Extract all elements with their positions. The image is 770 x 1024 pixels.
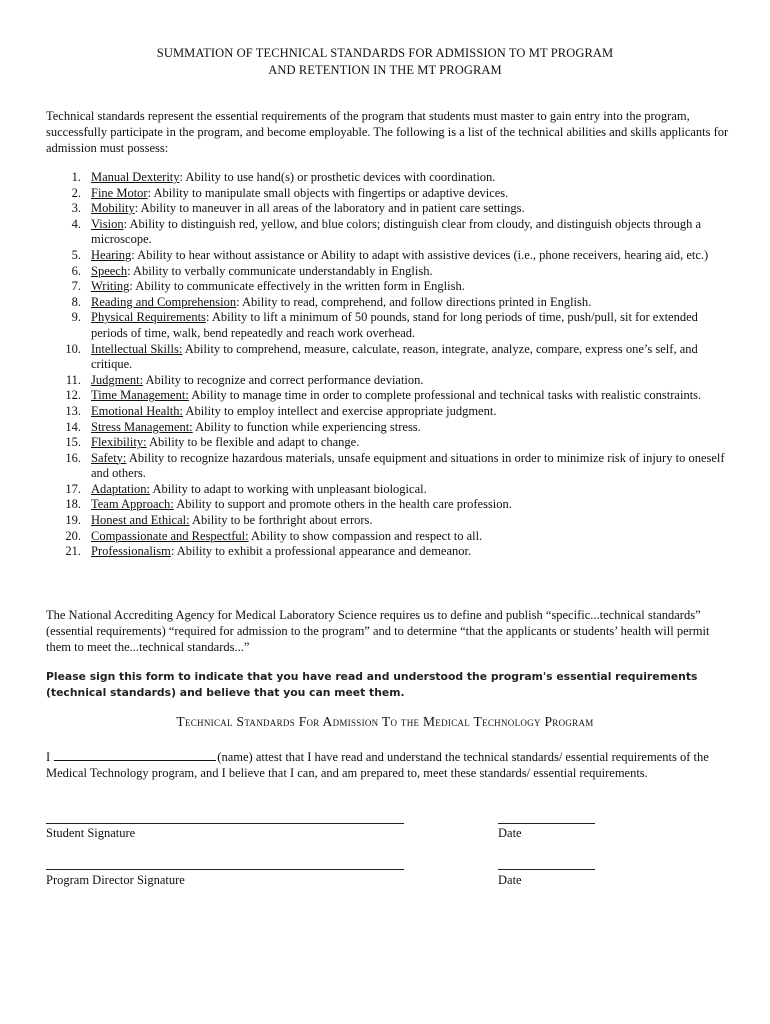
standard-number: 2.: [71, 185, 81, 200]
standard-description: : Ability to hear without assistance or Ability to adapt with assistive devices (i.e., phone receivers, hearing aid, etc.): [131, 247, 709, 262]
standard-term: Time Management:: [91, 388, 189, 403]
attestation-statement: [46, 749, 736, 781]
standard-number: 3.: [71, 201, 81, 216]
standard-term: Reading and Comprehension: [91, 294, 237, 309]
standard-term: Professionalism: [91, 544, 171, 559]
standard-description: : Ability to manipulate small objects with fingertips or adaptive devices.: [147, 185, 509, 200]
standard-term: Vision: [91, 216, 124, 231]
director-date-line[interactable]: [498, 869, 595, 870]
standard-number: 12.: [65, 388, 81, 403]
standard-item: [46, 342, 736, 373]
standard-item: [46, 404, 736, 420]
director-date-label: Date: [498, 873, 522, 887]
standard-item: [46, 388, 736, 404]
standard-description: Ability to adapt to working with unpleasant biological.: [150, 481, 427, 496]
standard-term: Writing: [91, 279, 130, 294]
standard-term: Compassionate and Respectful:: [91, 528, 249, 543]
name-blank-field[interactable]: [54, 749, 216, 761]
standard-item: [46, 451, 736, 482]
standard-item: [46, 420, 736, 436]
standard-description: Ability to function while experiencing stress.: [192, 419, 421, 434]
standard-term: Team Approach:: [91, 497, 174, 512]
standard-item: [46, 217, 736, 248]
attestation-text: (name) attest that I have read and understand the technical standards/ essential requirements of the Medical Technology program, and I believe that I can, and am prepared to, meet these standards/ essential requirements.: [46, 750, 709, 780]
standard-description: : Ability to use hand(s) or prosthetic devices with coordination.: [179, 170, 496, 184]
standard-description: : Ability to distinguish red, yellow, and blue colors; distinguish clear from cloudy, and distinguish objects through a microscope.: [91, 216, 702, 247]
standard-number: 19.: [65, 513, 81, 528]
standard-term: Hearing: [91, 247, 132, 262]
standard-number: 6.: [71, 263, 81, 278]
standard-description: Ability to manage time in order to complete professional and technical tasks with realistic constraints.: [188, 388, 702, 403]
intro-paragraph: Technical standards represent the essential requirements of the program that students must master to gain entry into the program, successfully participate in the program, and become employable. The following is a list of the technical abilities and skills applicants for admission must possess:: [46, 109, 729, 155]
standard-description: Ability to support and promote others in the health care profession.: [173, 497, 512, 512]
standard-number: 4.: [71, 216, 81, 231]
standard-item: [46, 264, 736, 280]
standard-description: : Ability to verbally communicate understandably in English.: [127, 263, 433, 278]
standard-number: 20.: [65, 528, 81, 543]
standard-term: Fine Motor: [91, 185, 148, 200]
form-title: Technical Standards For Admission To the Medical Technology Program: [176, 714, 594, 729]
standard-item: [46, 435, 736, 451]
document-title-line-2: AND RETENTION IN THE MT PROGRAM: [268, 63, 502, 77]
standard-number: 21.: [65, 544, 81, 559]
standard-description: : Ability to exhibit a professional appearance and demeanor.: [170, 544, 472, 559]
standard-item: [46, 544, 736, 560]
standard-number: 9.: [71, 310, 81, 325]
standard-number: 5.: [71, 247, 81, 262]
standard-item: [46, 201, 736, 217]
standard-description: : Ability to communicate effectively in the written form in English.: [129, 279, 465, 294]
standard-term: Manual Dexterity: [91, 170, 180, 184]
standard-number: 1.: [71, 170, 81, 184]
standard-term: Physical Requirements: [91, 310, 206, 325]
sign-instruction: Please sign this form to indicate that you have read and understood the program's essential requirements (technical standards) and believe that you can meet them.: [46, 670, 698, 699]
standard-term: Safety:: [91, 450, 127, 465]
standard-number: 14.: [65, 419, 81, 434]
standard-description: : Ability to lift a minimum of 50 pounds, stand for long periods of time, push/pull, sit for extended periods of time, walk, bend repeatedly and reach work overhead.: [91, 310, 698, 340]
standard-term: Speech: [91, 263, 128, 278]
standard-number: 13.: [65, 403, 81, 418]
student-signature-line[interactable]: [46, 823, 404, 824]
standard-number: 17.: [65, 481, 81, 496]
standard-item: [46, 529, 736, 545]
standard-item: [46, 482, 736, 498]
standard-number: 8.: [71, 294, 81, 309]
standard-description: Ability to employ intellect and exercise appropriate judgment.: [183, 403, 497, 418]
standard-number: 16.: [65, 450, 81, 465]
standard-term: Mobility: [91, 201, 135, 216]
standard-item: [46, 279, 736, 295]
attestation-prefix: I: [46, 750, 51, 764]
standard-number: 11.: [65, 372, 81, 387]
standard-item: [46, 513, 736, 529]
standard-term: Honest and Ethical:: [91, 513, 190, 528]
student-date-label: Date: [498, 826, 522, 840]
standard-item: [46, 186, 736, 202]
standard-item: [46, 248, 736, 264]
naacls-paragraph: The National Accrediting Agency for Medical Laboratory Science requires us to define and publish “specific...technical standards” (essential requirements) “required for admission to the program” and to determine “that the applicants or students’ health will permit them to meet the...technical standards...”: [46, 608, 710, 654]
standard-term: Emotional Health:: [91, 403, 183, 418]
standard-description: Ability to comprehend, measure, calculate, reason, integrate, analyze, compare, express one’s self, and critique.: [91, 341, 698, 372]
director-signature-line[interactable]: [46, 869, 404, 870]
document-title-line-1: SUMMATION OF TECHNICAL STANDARDS FOR ADMISSION TO MT PROGRAM: [156, 46, 614, 60]
standard-number: 7.: [71, 279, 81, 294]
standard-item: [46, 373, 736, 389]
standard-description: Ability to show compassion and respect to all.: [248, 528, 483, 543]
standard-description: : Ability to read, comprehend, and follow directions printed in English.: [236, 294, 592, 309]
standard-item: [46, 310, 736, 341]
standard-term: Stress Management:: [91, 419, 193, 434]
standard-number: 18.: [65, 497, 81, 512]
standard-description: Ability to be flexible and adapt to change.: [146, 435, 360, 450]
standard-number: 10.: [65, 341, 81, 356]
director-signature-label: Program Director Signature: [46, 873, 185, 887]
standard-description: Ability to be forthright about errors.: [189, 513, 373, 528]
standard-description: Ability to recognize and correct performance deviation.: [143, 372, 424, 387]
standard-item: [46, 170, 736, 186]
standard-term: Judgment:: [91, 372, 144, 387]
student-date-line[interactable]: [498, 823, 595, 824]
standard-item: [46, 295, 736, 311]
student-signature-label: Student Signature: [46, 826, 136, 840]
standard-term: Intellectual Skills:: [91, 341, 183, 356]
technical-standards-list: [46, 170, 736, 560]
standard-description: : Ability to maneuver in all areas of the laboratory and in patient care settings.: [134, 201, 525, 216]
standard-term: Flexibility:: [91, 435, 147, 450]
standard-number: 15.: [65, 435, 81, 450]
standard-term: Adaptation:: [91, 481, 151, 496]
standard-description: Ability to recognize hazardous materials, unsafe equipment and situations in order to minimize risk of injury to oneself and others.: [91, 450, 725, 481]
standard-item: [46, 497, 736, 513]
